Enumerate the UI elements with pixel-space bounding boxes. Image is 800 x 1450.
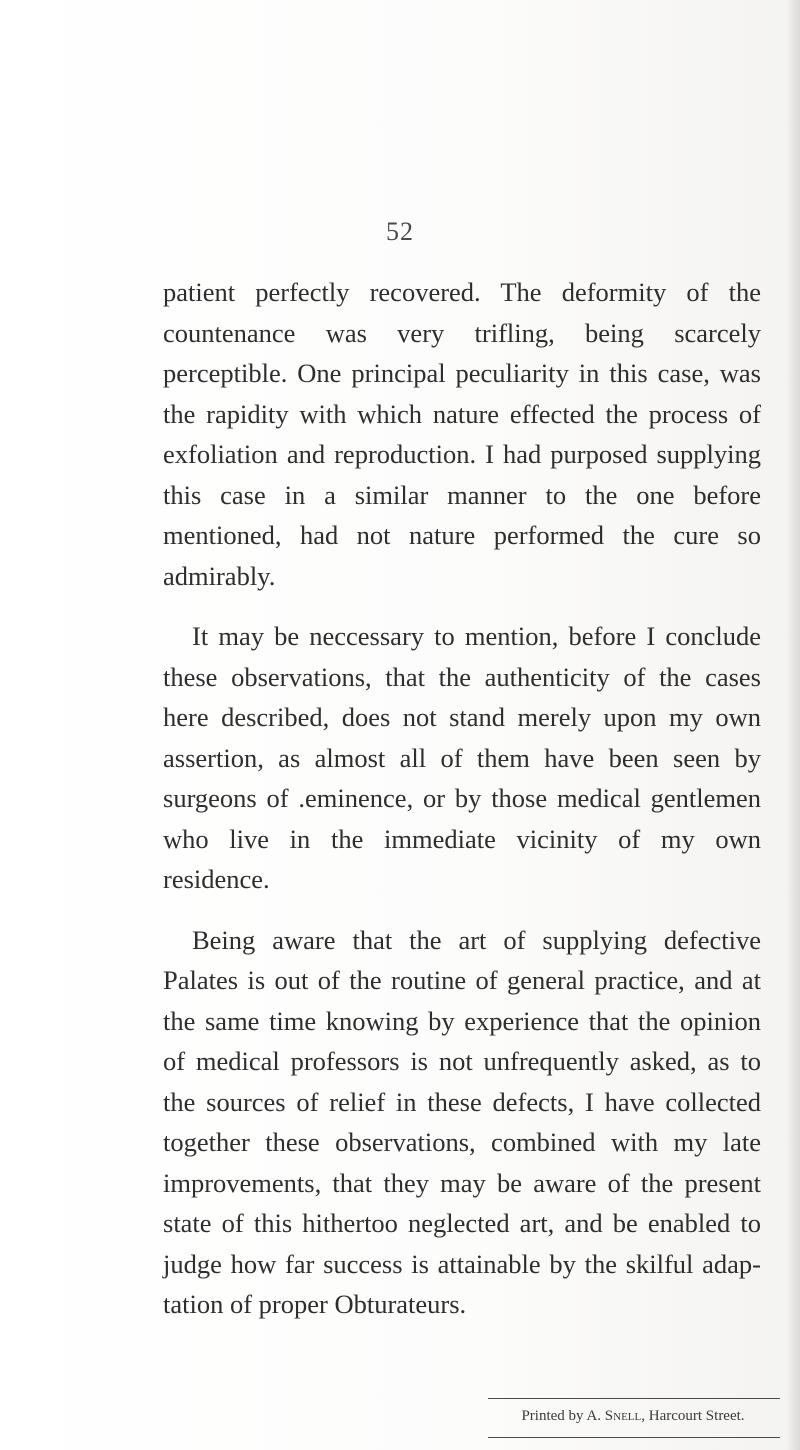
body-text bbox=[163, 272, 761, 1325]
imprint-prefix: Printed by A. bbox=[521, 1408, 605, 1424]
paragraph-3: Being aware that the art of supplying defective Palates is out of the routine of general practice, and at the same time knowing by experience that the opinion of medical professors is not unfrequently asked, as to the sources of relief in these defects, I have collected together these observations, combined with my late improvements, that they may be aware of the present state of this hithertoo neglected art, and be enabled to judge how far success is attainable by the skilful adaptation of proper Obturateurs. bbox=[163, 924, 761, 1319]
imprint-printer-name: Snell bbox=[604, 1408, 642, 1424]
printer-imprint bbox=[488, 1408, 778, 1425]
imprint-rule-top bbox=[488, 1398, 780, 1399]
imprint-suffix: , Harcourt Street. bbox=[641, 1408, 745, 1424]
imprint-rule-bottom bbox=[488, 1437, 780, 1438]
paragraph-1: patient perfectly recovered. The deformity of the countenance was very trifling, being scarcely perceptible. One principal peculiarity in this case, was the rapidity with which nature effected the process of exfoliation and reproduction. I had purposed supplying this case in a similar manner to the one before mentioned, had not nature performed the cure so admirably. bbox=[163, 277, 761, 591]
paragraph-2: It may be neccessary to mention, before I conclude these observations, that the authenticity of the cases here described, does not stand merely upon my own assertion, as almost all of them have been seen by surgeons of .eminence, or by those medical gentlemen who live in the immediate vicinity of my own residence. bbox=[163, 621, 761, 894]
page-number: 52 bbox=[386, 217, 414, 246]
